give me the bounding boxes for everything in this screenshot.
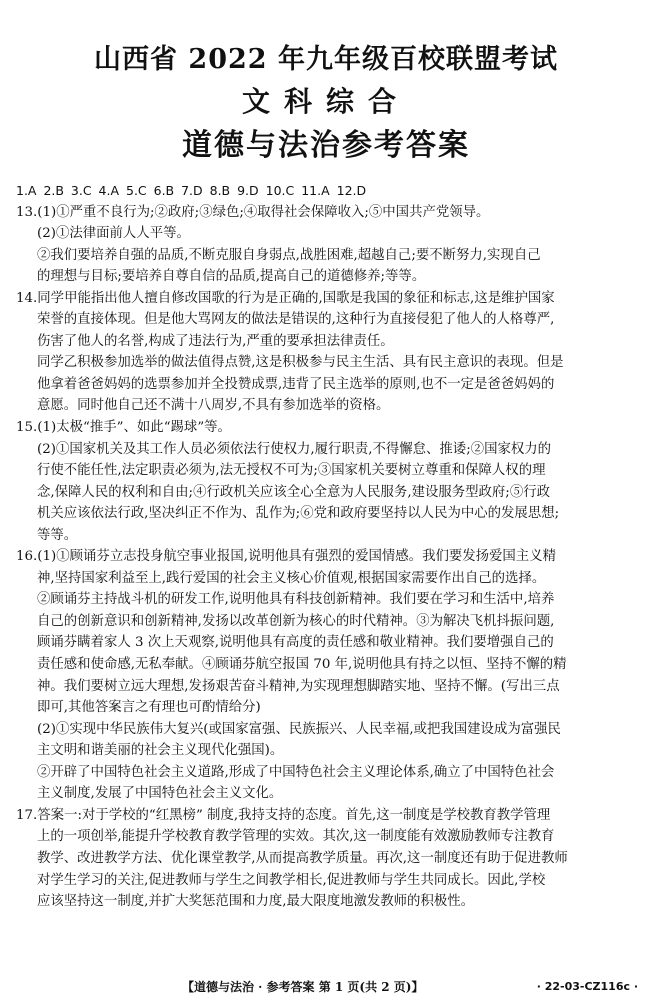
answer-line: 上的一项创举,能提升学校教育教学管理的实效。其次,这一制度能有效激励教师专注教育 — [37, 829, 555, 845]
answer-line: ②开辟了中国特色社会主义道路,形成了中国特色社会主义理论体系,确立了中国特色社会 — [37, 764, 555, 780]
answer-line: 的理想与目标;要培养自尊自信的品质,提高自己的道德修养;等等。 — [37, 269, 426, 285]
answer-line: 主义制度,发展了中国特色社会主义文化。 — [37, 786, 283, 802]
subject-title: 文科综合 — [241, 85, 410, 118]
answer-line: 主文明和谐美丽的社会主义现代化强国)。 — [37, 743, 284, 759]
exam-title: 山西省 2022 年九年级百校联盟考试 — [94, 44, 558, 75]
answer-line: 顾诵芬瞒着家人 3 次上天观察,说明他具有高度的责任感和敬业精神。我们要增强自己的 — [37, 635, 554, 651]
page-footer — [0, 977, 652, 997]
answer-line: 应该坚持这一制度,并扩大奖惩范围和力度,最大限度地激发教师的积极性。 — [37, 894, 475, 910]
answer-line: 13.(1)①严重不良行为;②政府;③绿色;④取得社会保障收入;⑤中国共产党领导。 — [16, 204, 490, 220]
choice-answers: 1.A 2.B 3.C 4.A 5.C 6.B 7.D 8.B 9.D 10.C 11.A 12.D — [16, 183, 367, 198]
answer-line: 等等。 — [37, 527, 78, 543]
answer-line: (2)①国家机关及其工作人员必须依法行使权力,履行职责,不得懈怠、推诿;②国家权力的 — [37, 441, 552, 457]
answer-line: 对学生学习的关注,促进教师与学生之间教学相长,促进教师与学生共同成长。因此,学校 — [37, 872, 546, 888]
answer-line: (2)①法律面前人人平等。 — [37, 226, 190, 242]
answer-line: 念,保障人民的权利和自由;④行政机关应该全心全意为人民服务,建设服务型政府;⑤行政 — [37, 484, 550, 500]
answer-line: 自己的创新意识和创新精神,发扬以改革创新为核心的时代精神。③为解决飞机抖振问题, — [37, 613, 555, 629]
answer-line: 教学、改进教学方法、优化课堂教学,从而提高教学质量。再次,这一制度还有助于促进教师 — [37, 850, 568, 866]
answer-line: 他拿着爸爸妈妈的选票参加并全投赞成票,违背了民主选举的原则,也不一定是爸爸妈妈的 — [37, 376, 555, 392]
answer-line: 17.答案一:对于学校的“红黑榜” 制度,我持支持的态度。首先,这一制度是学校教育教学管理 — [16, 807, 551, 823]
answer-line: 意愿。同时他自己还不满十八周岁,不具有参加选举的资格。 — [37, 398, 390, 414]
answer-content — [16, 180, 638, 913]
answer-key-title: 道德与法治参考答案 — [182, 128, 470, 163]
footer-page-info: 【道德与法治 · 参考答案 第 1 页(共 2 页)】 — [182, 980, 424, 994]
answer-line: 机关应该依法行政,坚决纠正不作为、乱作为;⑥党和政府要坚持以人民为中心的发展思想; — [37, 506, 560, 522]
answer-line: ②我们要培养自强的品质,不断克服自身弱点,战胜困难,超越自己;要不断努力,实现自己 — [37, 247, 541, 263]
answer-line: 伤害了他人的名誉,构成了违法行为,严重的要承担法律责任。 — [37, 333, 394, 349]
answer-line: 15.(1)太极“推手”、如此“踢球”等。 — [16, 420, 231, 436]
answer-line: 16.(1)①顾诵芬立志投身航空事业报国,说明他具有强烈的爱国情感。我们要发扬爱国主义精 — [16, 549, 556, 565]
answer-line: 即可,其他答案言之有理也可酌情给分) — [37, 700, 261, 716]
title-block — [0, 40, 652, 168]
answer-line: 行使不能任性,法定职责必须为,法无授权不可为;③国家机关要树立尊重和保障人权的理 — [37, 463, 546, 479]
answer-line: 14.同学甲能指出他人擅自修改国歌的行为是正确的,国歌是我国的象征和标志,这是维护国家 — [16, 290, 555, 306]
answer-line: 同学乙积极参加选举的做法值得点赞,这是积极参与民主生活、具有民主意识的表现。但是 — [37, 355, 564, 371]
answer-line: (2)①实现中华民族伟大复兴(或国家富强、民族振兴、人民幸福,或把我国建设成为富强民 — [37, 721, 561, 737]
answer-line: 责任感和使命感,无私奉献。④顾诵芬航空报国 70 年,说明他具有持之以恒、坚持不懈的精 — [37, 657, 567, 673]
answer-line: 神,坚持国家利益至上,践行爱国的社会主义核心价值观,根据国家需要作出自己的选择。 — [37, 570, 546, 586]
body-lines — [16, 202, 638, 913]
footer-code: · 22-03-CZ116c · — [536, 980, 638, 993]
answer-line: ②顾诵芬主持战斗机的研发工作,说明他具有科技创新精神。我们要在学习和生活中,培养 — [37, 592, 555, 608]
answer-line: 荣誉的直接体现。但是他大骂网友的做法是错误的,这种行为直接侵犯了他人的人格尊严, — [37, 312, 555, 328]
answer-line: 神。我们要树立远大理想,发扬艰苦奋斗精神,为实现理想脚踏实地、坚持不懈。(写出三点 — [37, 678, 560, 694]
